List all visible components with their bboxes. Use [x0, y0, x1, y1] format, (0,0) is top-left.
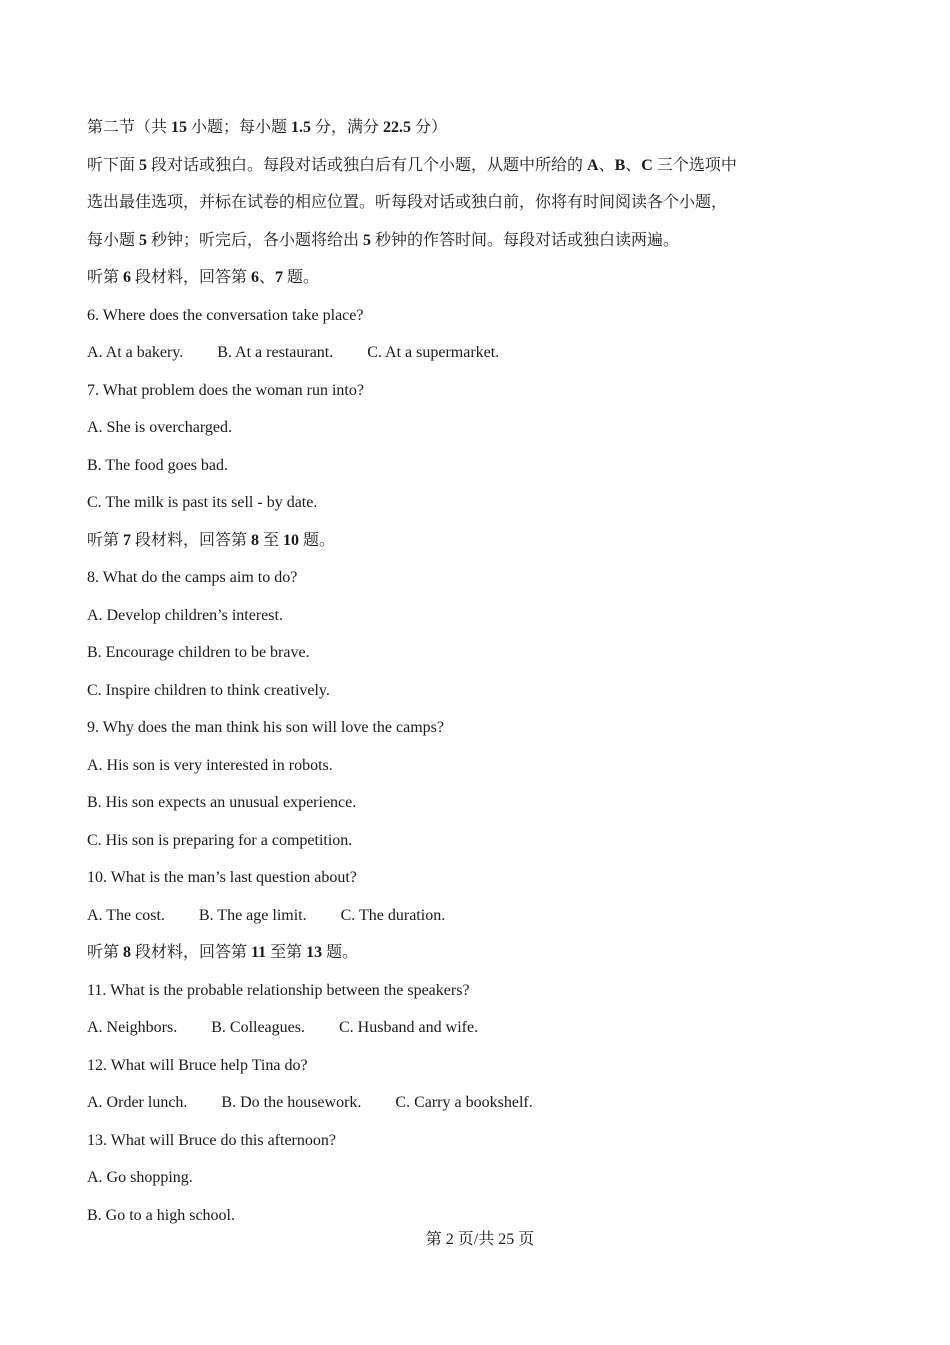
text-run: 听第 — [87, 944, 124, 961]
option-choice: B. The age limit. — [198, 906, 307, 924]
text-run: 、 — [259, 269, 276, 286]
text-run: 11 — [251, 944, 267, 961]
question-stem: 6. Where does the conversation take place? — [87, 306, 364, 324]
option-choice: C. Husband and wife. — [338, 1019, 479, 1036]
question-stem: 9. Why does the man think his son will love the camps? — [87, 719, 444, 736]
text-run: 5 — [139, 231, 148, 249]
instruction-line — [87, 147, 867, 185]
question-options — [87, 334, 867, 372]
text-run: 秒钟；听完后，各小题将给出 — [147, 231, 364, 249]
option-choice: A. Go shopping. — [87, 1169, 193, 1186]
option-choice: A. Order lunch. — [87, 1094, 188, 1111]
question-options — [87, 1084, 867, 1122]
text-run: 题。 — [299, 531, 336, 549]
text-run: B — [614, 156, 626, 174]
option-choice: C. The duration. — [340, 906, 446, 924]
option-choice: B. His son expects an unusual experience. — [87, 794, 357, 811]
text-run: 三个选项中 — [652, 156, 737, 174]
option-choice: B. Colleagues. — [211, 1019, 305, 1036]
question-stem: 8. What do the camps aim to do? — [87, 569, 298, 586]
text-run: 10 — [283, 531, 300, 549]
text-run: 每小题 — [87, 231, 140, 249]
text-run: 至 — [259, 531, 284, 549]
option-choice: B. At a restaurant. — [217, 344, 334, 361]
text-run: 段材料，回答第 — [131, 944, 252, 961]
text-run: 听下面 — [87, 156, 140, 174]
text-run: 听第 — [87, 269, 124, 286]
text-run: 听第 — [87, 531, 124, 549]
text-run: 秒钟的作答时间。每段对话或独白读两遍。 — [371, 231, 680, 249]
text-run: 、 — [625, 156, 642, 174]
text-run: C — [641, 156, 653, 174]
option-choice: B. Go to a high school. — [87, 1206, 235, 1224]
text-run: 小题；每小题 — [187, 119, 292, 136]
group-intro — [87, 259, 867, 297]
option-choice: C. Inspire children to think creatively. — [87, 681, 330, 699]
option-choice: B. Encourage children to be brave. — [87, 644, 310, 661]
text-run: 分） — [411, 119, 448, 136]
text-run: 7 — [275, 269, 284, 286]
text-run: 5 — [139, 156, 148, 174]
question-stem: 13. What will Bruce do this afternoon? — [87, 1131, 336, 1149]
text-run: 题。 — [322, 944, 359, 961]
question-stem: 10. What is the man’s last question about? — [87, 869, 357, 886]
page-footer: 第 2 页/共 25 页 — [425, 1231, 535, 1248]
text-run: 22.5 — [383, 119, 412, 136]
question-stem: 12. What will Bruce help Tina do? — [87, 1056, 308, 1074]
option-choice: A. His son is very interested in robots. — [87, 756, 333, 774]
text-run: 段材料，回答第 — [131, 531, 252, 549]
group-intro — [87, 934, 867, 972]
text-run: 8 — [123, 944, 132, 961]
section-heading — [87, 109, 867, 147]
text-run: 分，满分 — [311, 119, 384, 136]
text-run: 7 — [123, 531, 132, 549]
text-run: 题。 — [283, 269, 320, 286]
text-run: 选出最佳选项，并标在试卷的相应位置。听每段对话或独白前，你将有时间阅读各个小题， — [87, 194, 728, 211]
text-run: 5 — [363, 231, 372, 249]
text-run: 1.5 — [291, 119, 312, 136]
option-choice: C. Carry a bookshelf. — [395, 1094, 533, 1111]
option-choice: A. At a bakery. — [87, 344, 184, 361]
option-choice: B. The food goes bad. — [87, 456, 229, 474]
instruction-line — [87, 222, 867, 260]
question-options — [87, 1009, 867, 1047]
text-run: 段材料，回答第 — [131, 269, 252, 286]
question-options — [87, 897, 867, 935]
option-choice: C. His son is preparing for a competition. — [87, 831, 353, 849]
text-run: 第二节（共 — [87, 119, 172, 136]
question-stem: 11. What is the probable relationship between the speakers? — [87, 981, 470, 999]
text-run: 6 — [251, 269, 260, 286]
text-run: 15 — [171, 119, 188, 136]
option-choice: C. At a supermarket. — [367, 344, 500, 361]
text-run: 段对话或独白。每段对话或独白后有几个小题，从题中所给的 — [147, 156, 588, 174]
option-choice: B. Do the housework. — [221, 1094, 362, 1111]
option-choice: A. The cost. — [87, 906, 165, 924]
option-choice: A. Develop children’s interest. — [87, 606, 283, 624]
question-stem: 7. What problem does the woman run into? — [87, 381, 364, 399]
instruction-line — [87, 184, 867, 222]
text-run: 13 — [306, 944, 323, 961]
text-run: 6 — [123, 269, 132, 286]
text-run: 、 — [598, 156, 615, 174]
text-run: 至第 — [266, 944, 307, 961]
text-run: 8 — [251, 531, 260, 549]
option-choice: A. She is overcharged. — [87, 419, 232, 436]
exam-content — [87, 109, 867, 1234]
option-choice: C. The milk is past its sell - by date. — [87, 494, 318, 511]
option-choice: A. Neighbors. — [87, 1019, 178, 1036]
text-run: A — [587, 156, 599, 174]
group-intro — [87, 522, 867, 560]
